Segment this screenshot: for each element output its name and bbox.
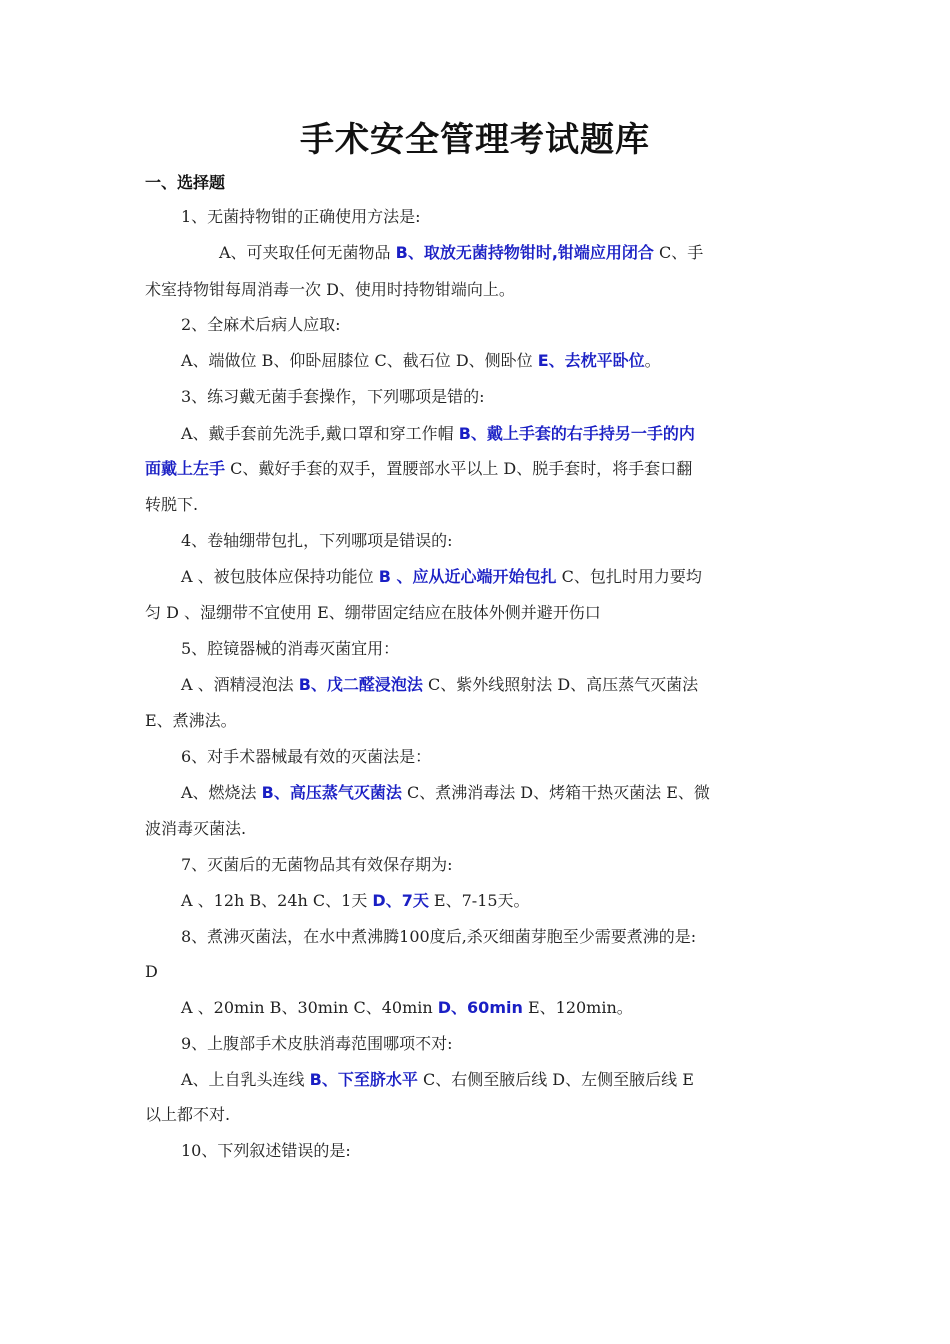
option-text: A 、12h B、24h C、1天 <box>181 891 373 910</box>
options-line <box>145 783 846 803</box>
option-text: E、煮沸法。 <box>145 711 237 730</box>
correct-answer: E、去枕平卧位 <box>537 351 645 370</box>
option-text: C、紫外线照射法 D、高压蒸气灭菌法 <box>422 675 699 694</box>
options-line <box>145 351 846 371</box>
question-text: 10、下列叙述错误的是: <box>181 1141 351 1160</box>
option-text: 匀 D 、湿绷带不宜使用 E、绷带固定结应在肢体外侧并避开伤口 <box>145 603 601 622</box>
page-title: 手术安全管理考试题库 <box>300 120 650 160</box>
options-line <box>145 243 884 263</box>
option-text: C、右侧至腋后线 D、左侧至腋后线 E <box>417 1070 694 1089</box>
option-text: C、戴好手套的双手，置腰部水平以上 D、脱手套时，将手套口翻 <box>225 459 693 478</box>
option-text: A 、酒精浸泡法 <box>181 675 299 694</box>
option-text: 。 <box>644 351 661 370</box>
options-line <box>145 459 810 479</box>
correct-answer: B、取放无菌持物钳时,钳端应用闭合 <box>395 243 654 262</box>
options-line <box>145 891 846 911</box>
question-text: 3、练习戴无菌手套操作，下列哪项是错的: <box>181 387 485 406</box>
option-text: A、上自乳头连线 <box>181 1070 310 1089</box>
correct-answer: B、戊二醛浸泡法 <box>298 675 423 694</box>
question-4 <box>145 531 846 551</box>
question-text: 7、灭菌后的无菌物品其有效保存期为: <box>181 855 453 874</box>
question-8 <box>145 927 846 947</box>
options-line <box>145 1105 810 1125</box>
question-3 <box>145 387 846 407</box>
question-5 <box>145 639 846 659</box>
options-line <box>145 819 810 839</box>
question-text: 6、对手术器械最有效的灭菌法是： <box>181 747 432 766</box>
question-1 <box>145 207 846 227</box>
option-text: C、包扎时用力要均 <box>556 567 702 586</box>
option-text: 转脱下. <box>145 495 199 514</box>
options-line <box>145 280 810 300</box>
option-text: A、可夹取任何无菌物品 <box>219 243 396 262</box>
question-text: 8、煮沸灭菌法，在水中煮沸腾100度后,杀灭细菌芽胞至少需要煮沸的是: <box>181 927 697 946</box>
question-6 <box>145 747 846 767</box>
option-text: 术室持物钳每周消毒一次 D、使用时持物钳端向上。 <box>145 280 515 299</box>
option-text: 以上都不对. <box>145 1105 231 1124</box>
correct-answer: B 、应从近心端开始包扎 <box>378 567 557 586</box>
correct-answer: D、7天 <box>372 891 429 910</box>
correct-answer: B、下至脐水平 <box>309 1070 418 1089</box>
correct-answer: B、高压蒸气灭菌法 <box>261 783 402 802</box>
options-line <box>145 998 846 1018</box>
options-line <box>145 424 846 444</box>
question-9 <box>145 1034 846 1054</box>
correct-answer: B、戴上手套的右手持另一手的内 <box>458 424 695 443</box>
option-text: A 、20min B、30min C、40min <box>181 998 438 1017</box>
options-line <box>145 495 810 515</box>
option-text: A、戴手套前先洗手,戴口罩和穿工作帽 <box>181 424 459 443</box>
option-text: 波消毒灭菌法. <box>145 819 247 838</box>
correct-answer: 面戴上左手 <box>145 459 226 478</box>
question-text: 2、全麻术后病人应取: <box>181 315 341 334</box>
option-text: C、煮沸消毒法 D、烤箱干热灭菌法 E、微 <box>401 783 710 802</box>
options-line <box>145 711 810 731</box>
question-text: 4、卷轴绷带包扎，下列哪项是错误的: <box>181 531 453 550</box>
question-2 <box>145 315 846 335</box>
option-text: D <box>145 962 158 981</box>
option-text: A、燃烧法 <box>181 783 262 802</box>
question-text: 9、上腹部手术皮肤消毒范围哪项不对: <box>181 1034 453 1053</box>
section-heading: 一、选择题 <box>145 173 226 192</box>
options-line <box>145 567 846 587</box>
option-text: A 、被包肢体应保持功能位 <box>181 567 379 586</box>
option-text: E、7-15天。 <box>428 891 530 910</box>
question-text: 5、腔镜器械的消毒灭菌宜用： <box>181 639 400 658</box>
question-text: 1、无菌持物钳的正确使用方法是: <box>181 207 421 226</box>
option-text: A、端做位 B、仰卧屈膝位 C、截石位 D、侧卧位 <box>181 351 538 370</box>
options-line <box>145 1070 846 1090</box>
options-line <box>145 675 846 695</box>
option-text: E、120min。 <box>522 998 633 1017</box>
options-line <box>145 603 810 623</box>
question-7 <box>145 855 846 875</box>
option-text: C、手 <box>653 243 704 262</box>
options-line <box>145 962 810 982</box>
question-10 <box>145 1141 846 1161</box>
correct-answer: D、60min <box>437 998 523 1017</box>
